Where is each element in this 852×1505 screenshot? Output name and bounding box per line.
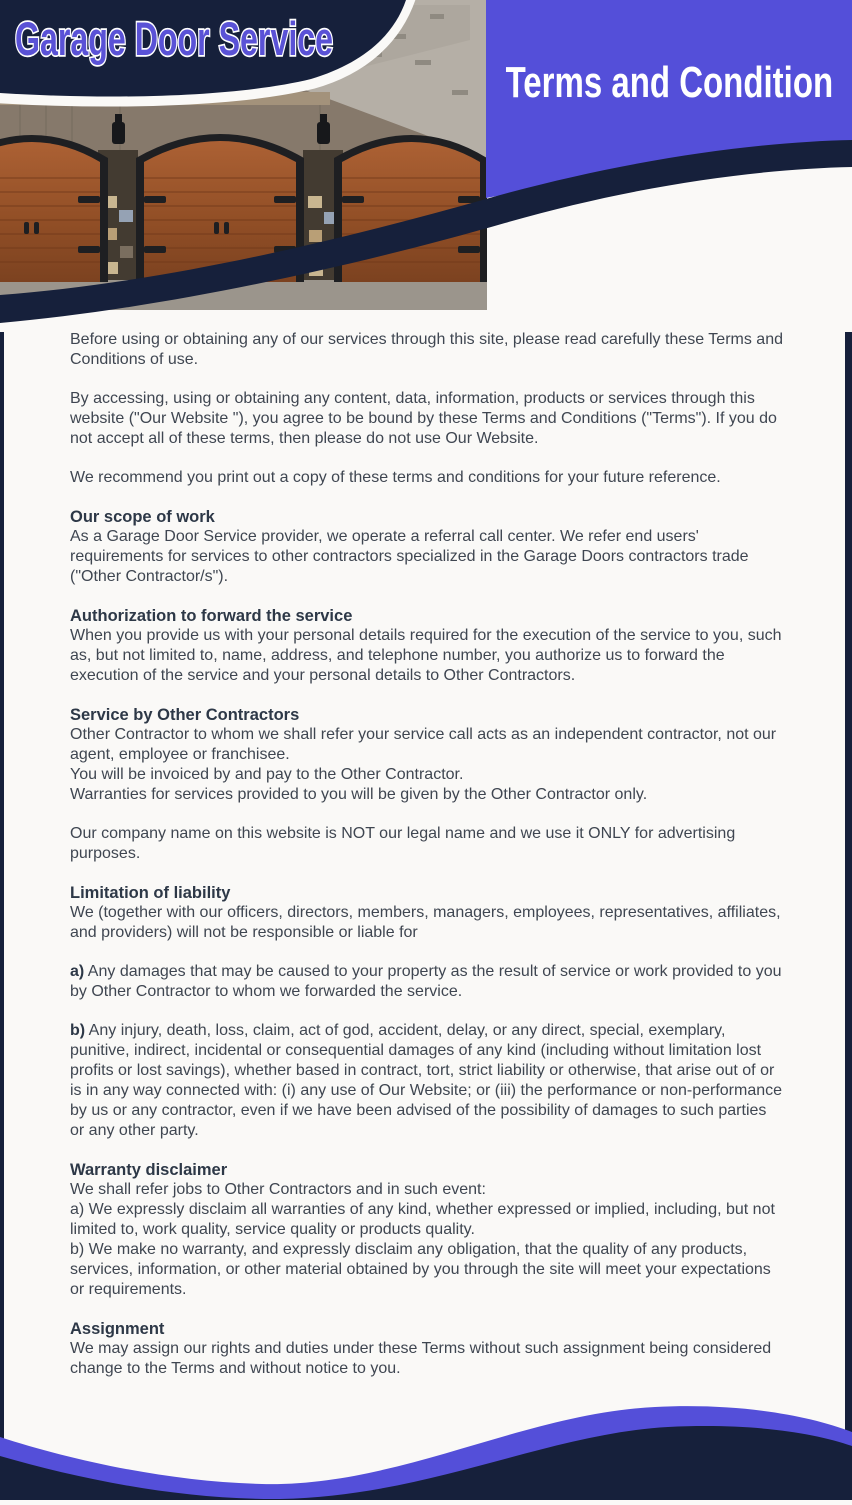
footer-wave-graphic	[0, 1382, 852, 1500]
section-heading: Our scope of work	[70, 508, 215, 526]
section-heading: Service by Other Contractors	[70, 706, 300, 724]
terms-paragraph: We recommend you print out a copy of these terms and conditions for your future reference.	[70, 469, 721, 486]
terms-paragraph: When you provide us with your personal details required for the execution of the service to you, such as, but not limited to, name, address, and telephone number, you authorize us to forward the execution of the service and your personal details to Other Contractors.	[70, 627, 782, 684]
terms-content	[70, 330, 784, 1379]
terms-paragraph: You will be invoiced by and pay to the Other Contractor.	[70, 766, 464, 783]
terms-paragraph: Before using or obtaining any of our services through this site, please read carefully these Terms and Conditions of use.	[70, 331, 783, 368]
terms-paragraph: We may assign our rights and duties under these Terms without such assignment being considered change to the Terms and without notice to you.	[70, 1340, 772, 1377]
list-marker: a)	[70, 963, 85, 980]
section-heading: Limitation of liability	[70, 884, 231, 902]
terms-paragraph-text: Any injury, death, loss, claim, act of god, accident, delay, or any direct, special, exemplary, punitive, indirect, incidental or consequential damages of any kind (including without limitation lost profits or lost savings), whether based in contract, tort, strict liability or otherwise, that arise out of or is in any way connected with: (i) any use of Our Website; or (iii) the performance or non-performance by us or any contractor, even if we have been advised of the possibility of damages to such parties or any other party.	[70, 1022, 783, 1139]
terms-paragraph: By accessing, using or obtaining any content, data, information, products or services through this website ("Our Website "), you agree to be bound by these Terms and Conditions ("Terms"). If you do not accept all of these terms, then please do not use Our Website.	[70, 390, 777, 447]
terms-paragraph: a) We expressly disclaim all warranties of any kind, whether expressed or implied, including, but not limited to, work quality, service quality or products quality.	[70, 1201, 775, 1238]
section-heading: Warranty disclaimer	[70, 1161, 228, 1179]
terms-paragraph	[70, 962, 784, 1002]
terms-paragraph: Other Contractor to whom we shall refer your service call acts as an independent contractor, not our agent, employee or franchisee.	[70, 726, 777, 763]
section-heading: Authorization to forward the service	[70, 607, 353, 625]
logo-text: Garage Door Service	[15, 12, 333, 65]
terms-paragraph: We shall refer jobs to Other Contractors and in such event:	[70, 1181, 486, 1198]
list-marker: b)	[70, 1022, 86, 1039]
terms-paragraph	[70, 1021, 784, 1141]
hero-title: Terms and Condition	[505, 58, 833, 107]
terms-paragraph: Warranties for services provided to you will be given by the Other Contractor only.	[70, 786, 648, 803]
header-graphic	[0, 0, 852, 332]
page-header	[0, 0, 852, 332]
terms-paragraph: As a Garage Door Service provider, we operate a referral call center. We refer end users' requirements for services to other contractors specialized in the Garage Doors contractors trade ("Other Contractor/s").	[70, 528, 749, 585]
page-footer	[0, 1382, 852, 1500]
right-frame-edge	[845, 160, 852, 1500]
garage-door-left	[0, 135, 108, 282]
hero-title-wrap	[486, 56, 852, 110]
terms-paragraph: We (together with our officers, directors, members, managers, employees, representatives, affiliates, and providers) will not be responsible or liable for	[70, 904, 781, 941]
terms-paragraph: Our company name on this website is NOT our legal name and we use it ONLY for advertising purposes.	[70, 825, 736, 862]
terms-paragraph: b) We make no warranty, and expressly disclaim any obligation, that the quality of any products, services, information, or other material obtained by you through the site will meet your expectations or requirements.	[70, 1241, 771, 1298]
left-frame-edge	[0, 316, 4, 1500]
terms-paragraph-text: Any damages that may be caused to your property as the result of service or work provided to you by Other Contractor to whom we forwarded the service.	[70, 963, 782, 1000]
section-heading: Assignment	[70, 1320, 165, 1338]
